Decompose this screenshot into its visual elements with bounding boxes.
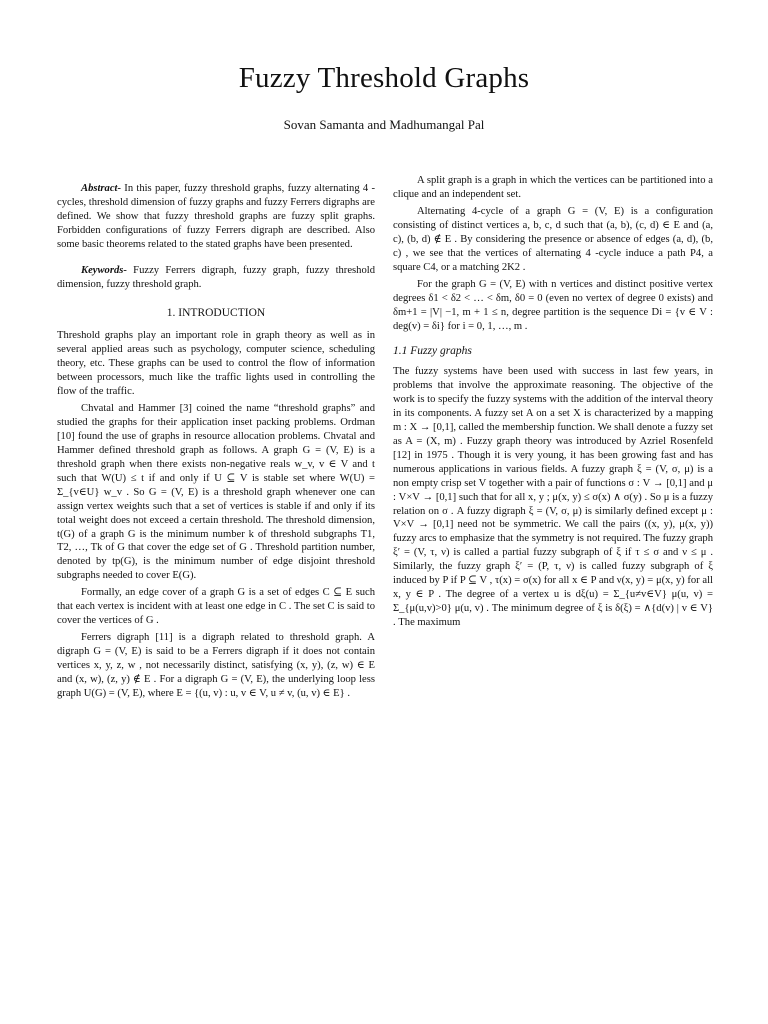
intro-paragraph-1: Threshold graphs play an important role in graph theory as well as in several applied areas such as psychology, computer science, scheduling theory, etc. These graphs can be used to control the flow of information between processors, much like the traffic lights used in controlling the flow of the traffic. — [57, 329, 375, 397]
split-graph-paragraph: A split graph is a graph in which the vertices can be partitioned into a clique and an independent set. — [393, 175, 713, 200]
subsection-heading-fuzzy-graphs: 1.1 Fuzzy graphs — [393, 344, 472, 357]
paper-title: Fuzzy Threshold Graphs — [238, 62, 530, 94]
right-column — [393, 174, 713, 633]
keywords — [57, 264, 375, 292]
left-column — [57, 182, 375, 704]
keywords-text: Fuzzy Ferrers digraph, fuzzy graph, fuzzy threshold dimension, fuzzy threshold graph. — [57, 264, 375, 290]
intro-paragraph-3: Formally, an edge cover of a graph G is a set of edges C ⊆ E such that each vertex is incident with at least one edge in C . The set C is said to cover the vertices of G . — [57, 587, 375, 627]
paper-authors: Sovan Samanta and Madhumangal Pal — [283, 117, 485, 132]
fuzzy-graphs-paragraph: The fuzzy systems have been used with success in last few years, in problems that involve the approximate reasoning. The objective of the work is to specify the fuzzy systems with the addition of the interval theory in its components. A fuzzy set A on a set X is characterized by a mapping m : X → [0,1], called the membership function. We shall denote a fuzzy set as A = (X, m) . Fuzzy graph theory was introduced by Azriel Rosenfeld [12] in 1975 . Though it is very young, it has been growing fast and has numerous applications in various fields. A fuzzy graph ξ = (V, σ, μ) is a non empty crisp set V together with a pair of functions σ : V → [0,1] and μ : V×V → [0,1] such that for all x, y ; μ(x, y) ≤ σ(x) ∧ σ(y) . So μ is a fuzzy relation on σ . A fuzzy digraph ξ = (V, σ, μ) is similarly defined except μ : V×V → [0,1] need not be symmetric. We call the pairs ((x, y), μ(x, y)) fuzzy arcs to emphasize that the symmetry is not required. The fuzzy graph ξ′ = (V, τ, ν) is called a partial fuzzy subgraph of ξ if τ ≤ σ and ν ≤ μ . Similarly, the fuzzy graph ξ′ = (P, τ, ν) is called fuzzy subgraph of ξ induced by P if P ⊆ V , τ(x) = σ(x) for all x ∈ P and ν(x, y) = μ(x, y) for all x, y ∈ P . The degree of a vertex u is dξ(u) = Σ_{u≠v∈V} μ(u, v) = Σ_{μ(u,v)>0} μ(u, v) . The minimum degree of ξ is δ(ξ) = ∧{d(v) | v ∈ V} . The maximum — [393, 365, 713, 629]
section-heading-introduction: 1. INTRODUCTION — [166, 306, 266, 319]
intro-paragraph-2: Chvatal and Hammer [3] coined the name “threshold graphs” and studied the graphs for their application inset packing problems. Ordman [10] found the use of graphs in resource allocation problems. Chvatal and Hammer defined threshold graph as follows. A graph G = (V, E) is a threshold graph when there exists non-negative reals w_v, v ∈ V and t such that W(U) ≤ t if and only if U ⊆ V is stable set where W(U) = Σ_{v∈U} w_v . So G = (V, E) is a threshold graph whenever one can assign vertex weights such that a set of vertices is stable if and only if its total weight does not exceed a certain threshold. The threshold dimension, t(G) of a graph G is the minimum number k of threshold subgraphs T1, T2, …, Tk of G that cover the edge set of G . Threshold partition number, denoted by tp(G), is the minimum number of edge disjoint threshold subgraphs needed to cover E(G). — [57, 402, 375, 582]
keywords-label: Keywords- — [81, 264, 127, 276]
abstract-label: Abstract- — [81, 183, 122, 194]
intro-paragraph-4: Ferrers digraph [11] is a digraph related to threshold graph. A digraph G = (V, E) is said to be a Ferrers digraph if it does not contain vertices x, y, z, w , not necessarily distinct, satisfying (x, y), (z, w) ∈ E and (x, w), (z, y) ∉ E . For a digraph G = (V, E), the underlying loop less graph U(G) = (V, E), where E = {(u, v) : u, v ∈ V, u ≠ v, (u, v) ∈ E} . — [57, 632, 375, 700]
abstract-text: In this paper, fuzzy threshold graphs, fuzzy alternating 4 -cycles, threshold dimension of fuzzy graphs and fuzzy Ferrers digraphs are defined. We show that fuzzy threshold graphs are fuzzy split graphs. Forbidden configurations of fuzzy Ferrers digraph are described. Also some basic theorems related to the stated graphs have been presented. — [57, 183, 375, 250]
alternating-cycle-paragraph: Alternating 4-cycle of a graph G = (V, E) is a configuration consisting of distinct vertices a, b, c, d such that (a, b), (c, d) ∈ E and (a, c), (b, d) ∉ E . By considering the presence or absence of edges (a, d), (b, c) , we see that the vertices of alternating 4 -cycle induce a path P4, a square C4, or a matching 2K2 . — [393, 205, 713, 273]
abstract — [57, 182, 375, 252]
degree-partition-paragraph: For the graph G = (V, E) with n vertices and distinct positive vertex degrees δ1 < δ2 < … < δm, δ0 = 0 (even no vertex of degree 0 exists) and δm+1 = |V| −1, m + 1 ≤ n, degree partition is the sequence Di = {v ∈ V : deg(v) = δi} for i = 0, 1, …, m . — [393, 278, 713, 332]
